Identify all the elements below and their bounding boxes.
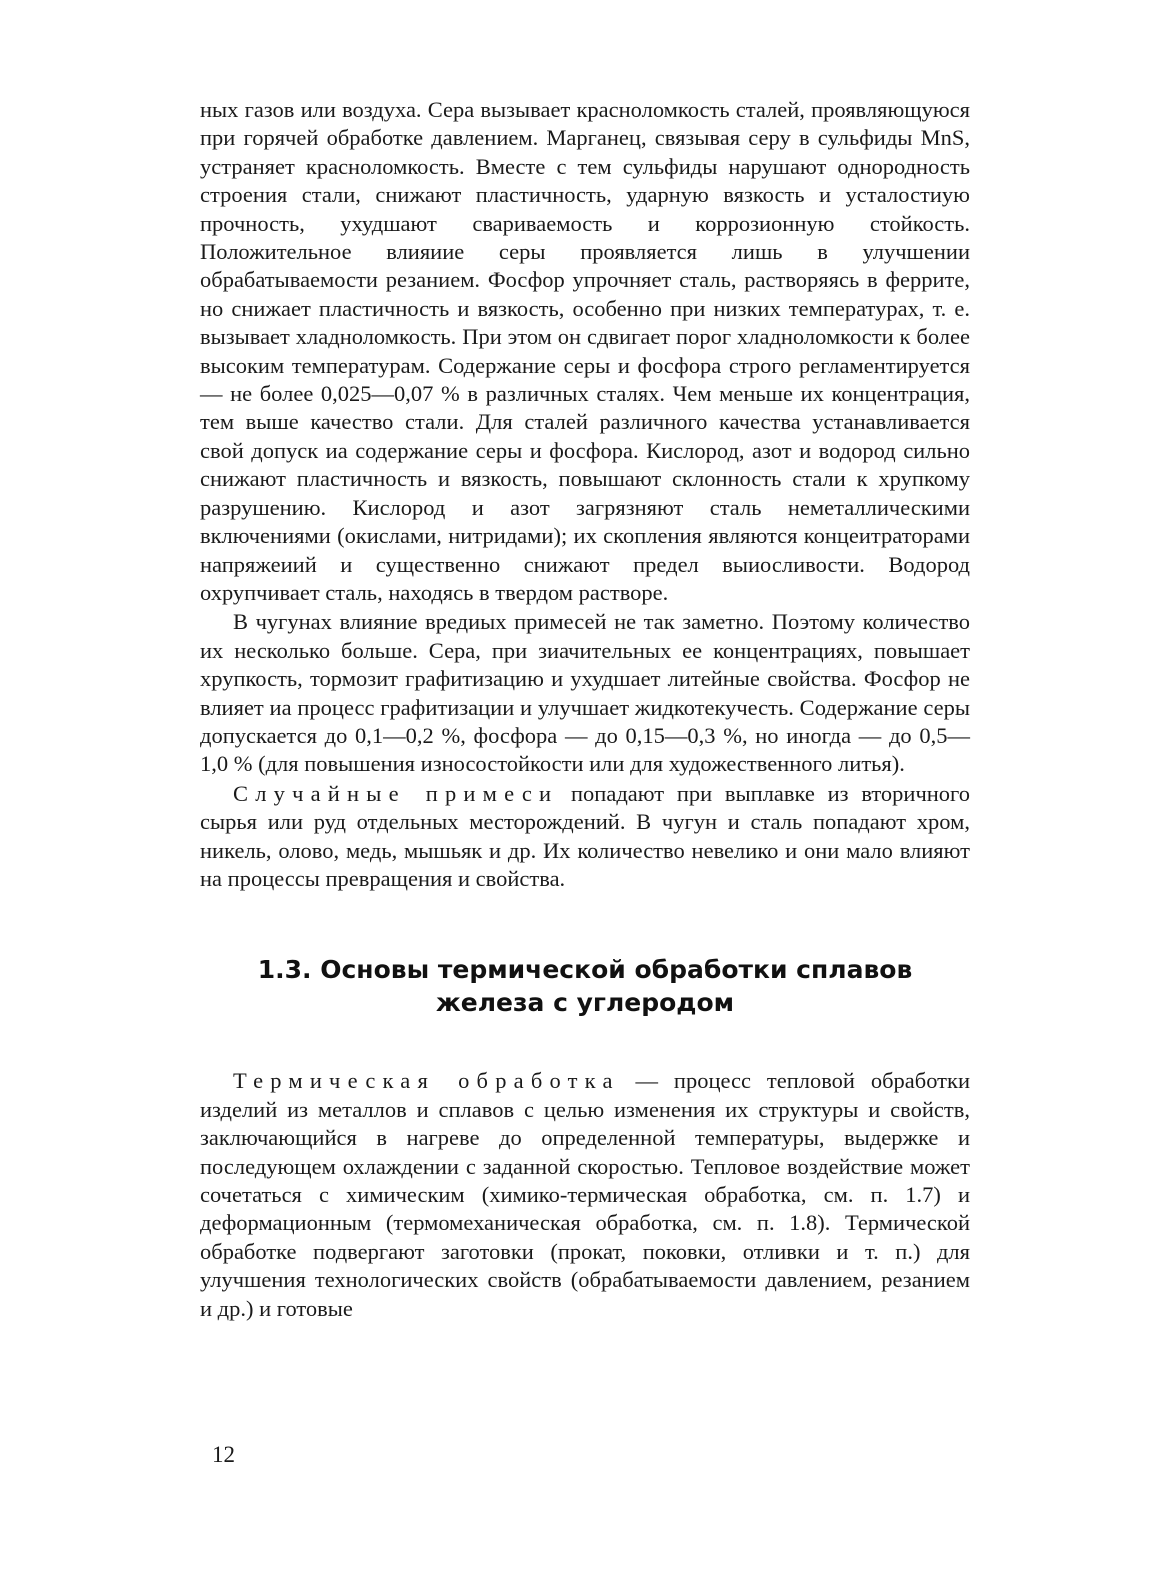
paragraph-cast-iron-impurities: В чугунах влияние вредиых примесей не так заметно. Поэтому количество их несколько больше. Сера, при зиачительных ее концентрациях, повышает хрупкость, тормозит графитизацию и ухудшает литейные свойства. Фосфор не влияет иа процесс графитизации и улучшает жидкотекучесть. Содержание серы допускается до 0,1—0,2 %, фосфора — до 0,15—0,3 %, но иногда — до 0,5—1,0 % (для повышения износостойкости или для художественного литья). <box>200 609 970 777</box>
page-body <box>200 96 970 1323</box>
section-heading-line-1: 1.3. Основы термической обработки сплавов <box>257 955 913 985</box>
paragraph-random-impurities <box>200 780 970 894</box>
paragraph-heat-treatment-text: — процесс тепловой обработки изделий из металлов и сплавов с целью изменения их структуры и свойств, заключающийся в нагреве до определенной температуры, выдержке и последующем охлаждении с заданной скоростью. Тепловое воздействие может сочетаться с химическим (химико-термическая обработка, см. п. 1.7) и деформационным (термомеханическая обработка, см. п. 1.8). Термической обработке подвергают заготовки (прокат, поковки, отливки и т. п.) для улучшения технологических свойств (обрабатываемости давлением, резанием и др.) и готовые <box>200 1068 970 1321</box>
term-random-impurities: Случайные примеси <box>233 780 559 806</box>
term-heat-treatment: Термическая обработка <box>233 1068 620 1094</box>
section-heading <box>200 953 970 1019</box>
paragraph-heat-treatment <box>200 1067 970 1323</box>
paragraph-random-impurities-text: попадают при выплавке из вторичного сырья или руд отдельных месторождений. В чугун и сталь попадают хром, никель, олово, медь, мышьяк и др. Их количество невелико и они мало влияют на процессы превращения и свойства. <box>200 780 970 891</box>
section-heading-line-2: железа с углеродом <box>435 988 735 1018</box>
paragraph-harmful-impurities-steel: ных газов или воздуха. Сера вызывает красноломкость сталей, проявляющуюся при горячей обработке давлением. Марганец, связывая серу в сульфиды MnS, устраняет красноломкость. Вместе с тем сульфиды нарушают однородность строения стали, снижают пластичность, ударную вязкость и усталостиую прочность, ухудшают свариваемость и коррозионную стойкость. Положительное влияиие серы проявляется лишь в улучшении обрабатываемости резанием. Фосфор упрочняет сталь, растворяясь в феррите, но снижает пластичность и вязкость, особенно при низких температурах, т. е. вызывает хладноломкость. При этом он сдвигает порог хладноломкости к более высоким температурам. Содержание серы и фосфора строго регламентируется — не более 0,025—0,07 % в различных сталях. Чем меньше их концентрация, тем выше качество стали. Для сталей различного качества устанавливается свой допуск иа содержание серы и фосфора. Кислород, азот и водород сильно снижают пластичность и вязкость, повышают склонность стали к хрупкому разрушению. Кислород и азот загрязняют сталь неметаллическими включениями (окислами, нитридами); их скопления являются концеитраторами напряжеиий и существенно снижают предел выиосливости. Водород охрупчивает сталь, находясь в твердом растворе. <box>200 97 970 605</box>
page-number: 12 <box>212 1442 235 1467</box>
